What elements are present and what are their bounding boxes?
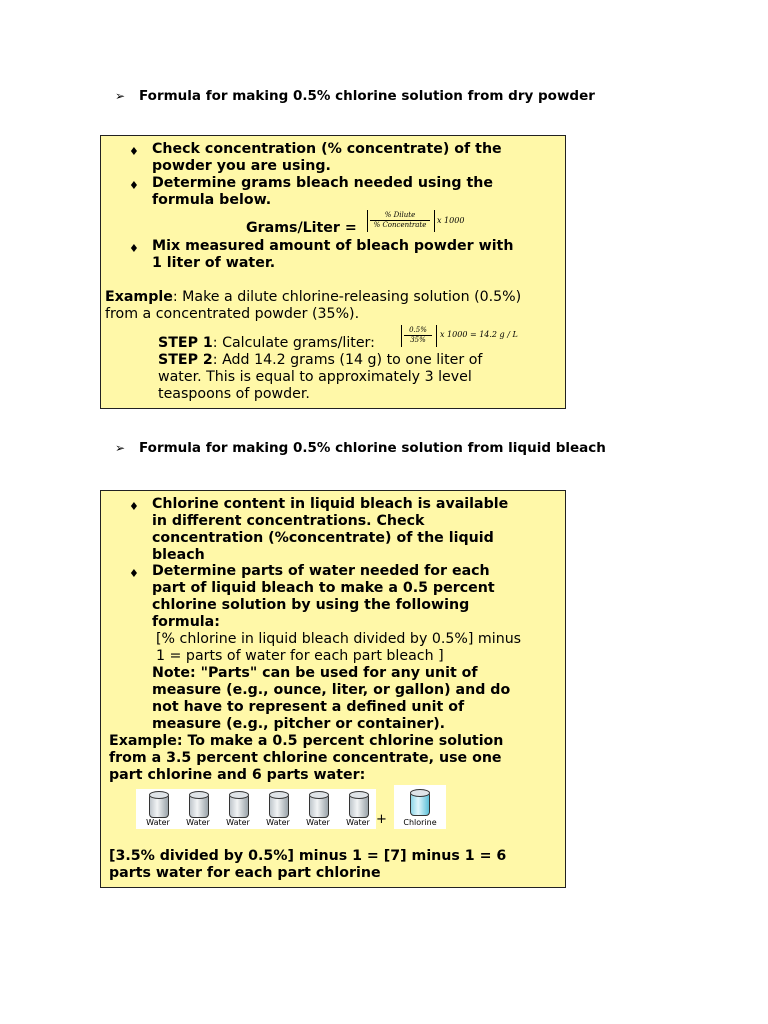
container-icon: [189, 794, 209, 818]
chlorine-container-icon: [410, 792, 430, 816]
water-container: [138, 789, 176, 829]
box1-example-line1: [105, 289, 521, 306]
step1-numerator: 0.5%: [409, 326, 427, 334]
formula-numerator: % Dilute: [384, 211, 416, 219]
box2-note-line4: measure (e.g., pitcher or container).: [152, 716, 446, 732]
step2-line3: teaspoons of powder.: [158, 386, 310, 402]
step1-denominator: 35%: [404, 335, 432, 345]
water-container: [178, 789, 216, 829]
box2-bullet2-line2: part of liquid bleach to make a 0.5 percent: [152, 580, 495, 596]
diamond-bullet-icon: ♦: [129, 242, 139, 255]
section-heading-liquid-bleach: [115, 440, 606, 456]
box1-example-line2: from a concentrated powder (35%).: [105, 306, 360, 322]
box2-formula-line1: [% chlorine in liquid bleach divided by 0.5%] minus: [156, 631, 522, 647]
water-label: Water: [266, 818, 290, 827]
box2-example-line2: from a 3.5 percent chlorine concentrate, use one: [109, 750, 502, 766]
water-label: Water: [346, 818, 370, 827]
box1-bullet1-line1: Check concentration (% concentrate) of the: [152, 141, 502, 157]
box1-bullet3-line2: [152, 255, 275, 272]
example-text: : Make a dilute chlorine-releasing solution (0.5%): [172, 289, 522, 305]
formula-denominator: % Concentrate: [370, 220, 430, 230]
box2-example-line1: Example: To make a 0.5 percent chlorine solution: [109, 733, 504, 749]
chlorine-label: Chlorine: [403, 818, 437, 827]
heading-text: Formula for making 0.5% chlorine solution from liquid bleach: [139, 440, 606, 456]
step2-line1: [158, 352, 482, 369]
box2-bullet2-line1: Determine parts of water needed for each: [152, 563, 490, 579]
box1-bullet3-line2-text: 1 liter of water.: [152, 255, 276, 271]
step1-text: : Calculate grams/liter:: [212, 335, 375, 351]
water-label: Water: [186, 818, 210, 827]
box1-bullet1-line2: powder you are using.: [152, 158, 331, 174]
water-containers-illustration: [136, 789, 376, 829]
arrow-bullet-icon: ➢: [115, 89, 126, 103]
box2-bullet2-line3: chlorine solution by using the following: [152, 597, 470, 613]
box2-calc-line1: [3.5% divided by 0.5%] minus 1 = [7] minus 1 = 6: [109, 848, 507, 864]
water-label: Water: [306, 818, 330, 827]
box2-bullet2-line4: formula:: [152, 614, 220, 630]
formula-multiplier: x 1000: [437, 216, 465, 225]
water-container: [258, 789, 296, 829]
box2-note-line1: Note: "Parts" can be used for any unit of: [152, 665, 478, 681]
arrow-bullet-icon: ➢: [115, 441, 126, 455]
step1-result: x 1000 = 14.2 g / L: [440, 330, 518, 339]
formula-fraction: [370, 211, 430, 230]
water-container: [338, 789, 376, 829]
box2-calc-line2: parts water for each part chlorine: [109, 865, 381, 881]
step2-label: STEP 2: [158, 352, 213, 368]
box2-formula-line2: 1 = parts of water for each part bleach ]: [156, 648, 444, 664]
example-label: Example: [105, 289, 173, 305]
box2-bullet1-line4: bleach: [152, 547, 205, 563]
box2-bullet1-line3: concentration (%concentrate) of the liquid: [152, 530, 494, 546]
water-container: [218, 789, 256, 829]
box1-bullet2-line2: formula below.: [152, 192, 272, 208]
container-icon: [309, 794, 329, 818]
box1-bullet3-line1: Mix measured amount of bleach powder with: [152, 238, 514, 254]
diamond-bullet-icon: ♦: [129, 145, 139, 158]
box2-bullet1-line2: in different concentrations. Check: [152, 513, 425, 529]
water-label: Water: [226, 818, 250, 827]
container-icon: [149, 794, 169, 818]
step1-label: STEP 1: [158, 335, 213, 351]
formula-label: Grams/Liter =: [246, 220, 357, 236]
heading-text: Formula for making 0.5% chlorine solution from dry powder: [139, 88, 595, 104]
container-icon: [269, 794, 289, 818]
box2-note-line3: not have to represent a defined unit of: [152, 699, 465, 715]
box1-bullet2-line1: Determine grams bleach needed using the: [152, 175, 493, 191]
chlorine-container: [394, 785, 446, 829]
water-container: [298, 789, 336, 829]
step2-text: : Add 14.2 grams (14 g) to one liter of: [212, 352, 483, 368]
step1-fraction: [404, 326, 432, 345]
box2-example-line3: part chlorine and 6 parts water:: [109, 767, 366, 783]
plus-sign: +: [376, 812, 387, 827]
box2-bullet1-line1: Chlorine content in liquid bleach is available: [152, 496, 509, 512]
diamond-bullet-icon: ♦: [129, 500, 139, 513]
diamond-bullet-icon: ♦: [129, 179, 139, 192]
diamond-bullet-icon: ♦: [129, 567, 139, 580]
step2-line2: water. This is equal to approximately 3 level: [158, 369, 472, 385]
step1-line: [158, 335, 375, 352]
container-icon: [349, 794, 369, 818]
container-icon: [229, 794, 249, 818]
water-label: Water: [146, 818, 170, 827]
section-heading-dry-powder: [115, 88, 595, 104]
box2-note-line2: measure (e.g., ounce, liter, or gallon) and do: [152, 682, 511, 698]
